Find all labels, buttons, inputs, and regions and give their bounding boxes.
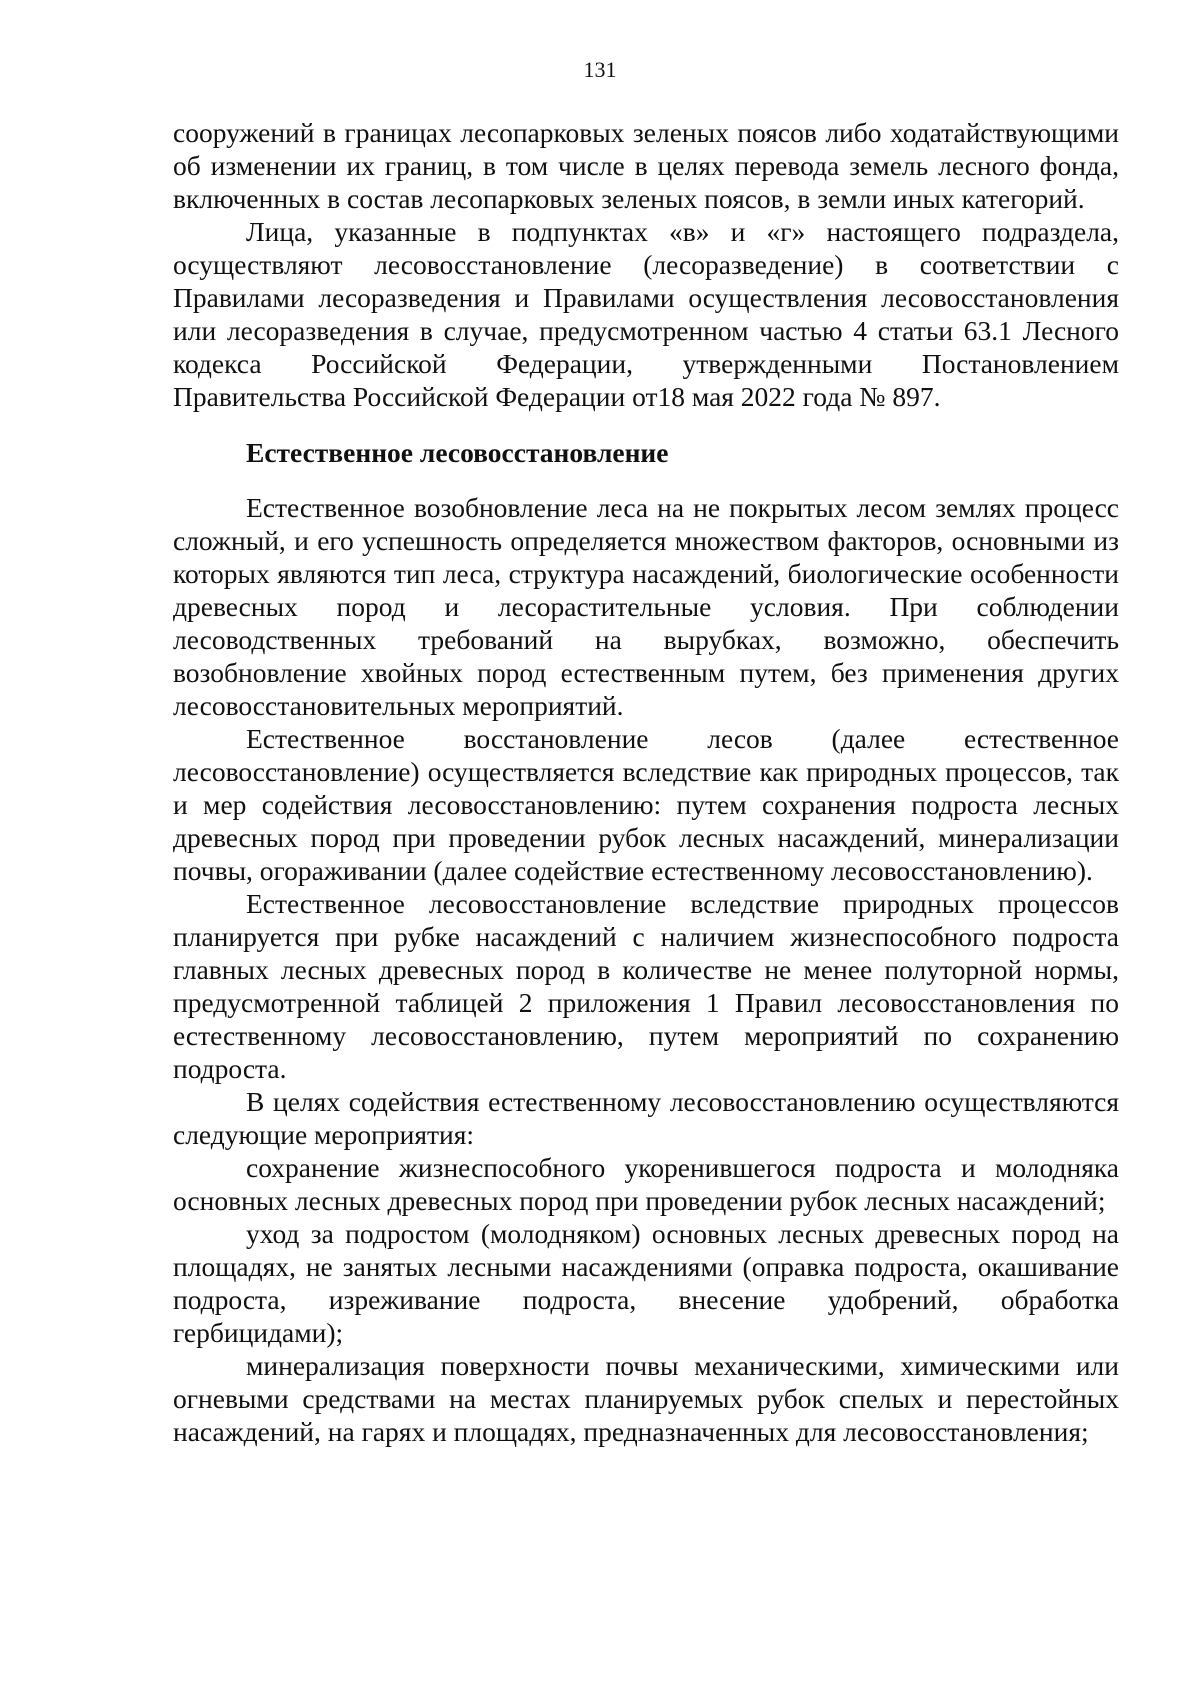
page-number: 131 bbox=[583, 57, 617, 82]
paragraph: В целях содействия естественному лесовосстановлению осуществляются следующие мероприятия: bbox=[173, 1086, 1119, 1150]
list-item: уход за подростом (молодняком) основных лесных древесных пород на площадях, не занятых лесными насаждениями (оправка подроста, окашивание подроста, изреживание подроста, внесение удобрений, обработка гербицидами); bbox=[173, 1218, 1119, 1348]
section-heading: Естественное лесовосстановление bbox=[246, 437, 669, 468]
paragraph: Лица, указанные в подпунктах «в» и «г» настоящего подраздела, осуществляют лесовосстановление (лесоразведение) в соответствии с Правилами лесоразведения и Правилами осуществления лесовосстановления или лесоразведения в случае, предусмотренном частью 4 статьи 63.1 Лесного кодекса Российской Федерации, утвержденными Постановлением Правительства Российской Федерации от18 мая 2022 года № 897. bbox=[173, 216, 1119, 412]
paragraph: Естественное восстановление лесов (далее естественное лесовосстановление) осуществляется вследствие как природных процессов, так и мер содействия лесовосстановлению: путем сохранения подроста лесных древесных пород при проведении рубок лесных насаждений, минерализации почвы, огораживании (далее содействие естественному лесовосстановлению). bbox=[173, 723, 1119, 886]
document-body bbox=[173, 116, 1119, 1448]
paragraph: Естественное возобновление леса на не покрытых лесом землях процесс сложный, и его успешность определяется множеством факторов, основными из которых являются тип леса, структура насаждений, биологические особенности древесных пород и лесорастительные условия. При соблюдении лесоводственных требований на вырубках, возможно, обеспечить возобновление хвойных пород естественным путем, без применения других лесовосстановительных мероприятий. bbox=[173, 492, 1119, 721]
list-item: сохранение жизнеспособного укоренившегося подроста и молодняка основных лесных древесных пород при проведении рубок лесных насаждений; bbox=[173, 1152, 1119, 1216]
paragraph: Естественное лесовосстановление вследствие природных процессов планируется при рубке насаждений с наличием жизнеспособного подроста главных лесных древесных пород в количестве не менее полуторной нормы, предусмотренной таблицей 2 приложения 1 Правил лесовосстановления по естественному лесовосстановлению, путем мероприятий по сохранению подроста. bbox=[173, 888, 1119, 1084]
list-item: минерализация поверхности почвы механическими, химическими или огневыми средствами на местах планируемых рубок спелых и перестойных насаждений, на гарях и площадях, предназначенных для лесовосстановления; bbox=[173, 1350, 1119, 1447]
paragraph-continuation: сооружений в границах лесопарковых зеленых поясов либо ходатайствующими об изменении их границ, в том числе в целях перевода земель лесного фонда, включенных в состав лесопарковых зеленых поясов, в земли иных категорий. bbox=[173, 117, 1119, 214]
